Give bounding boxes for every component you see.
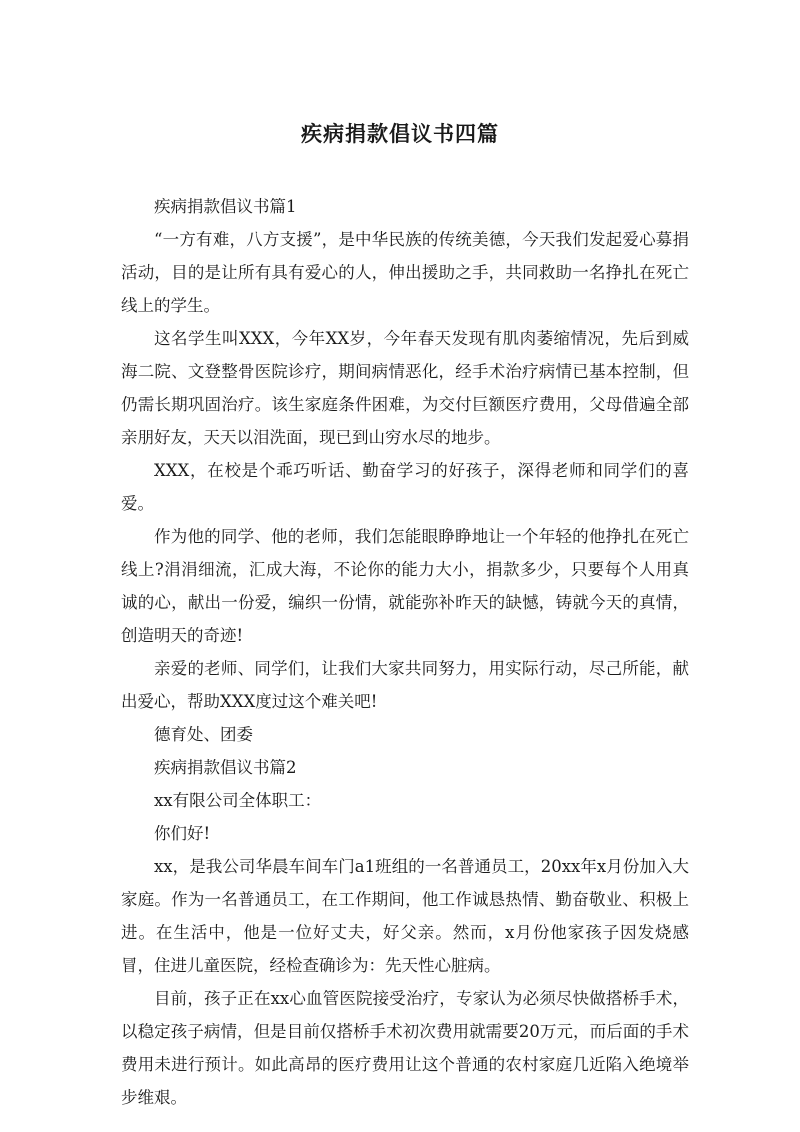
paragraph: 作为他的同学、他的老师，我们怎能眼睁睁地让一个年轻的他挣扎在死亡线上?涓涓细流，汇成大海，不论你的能力大小，捐款多少，只要每个人用真诚的心，献出一份爱，编织一份情，就能弥补昨天的缺憾，铸就今天的真情，创造明天的奇迹! bbox=[121, 527, 689, 645]
document-body bbox=[121, 190, 689, 1114]
paragraph: 亲爱的老师、同学们，让我们大家共同努力，用实际行动，尽己所能，献出爱心，帮助XXX度过这个难关吧! bbox=[121, 659, 689, 711]
salutation: xx有限公司全体职工： bbox=[154, 791, 322, 810]
paragraph: xx，是我公司华晨车间车门a1班组的一名普通员工，20xx年x月份加入大家庭。作为一名普通员工，在工作期间，他工作诚恳热情、勤奋敬业、积极上进。在生活中，他是一位好丈夫，好父亲。然而，x月份他家孩子因发烧感冒，住进儿童医院，经检查确诊为：先天性心脏病。 bbox=[121, 857, 689, 975]
paragraph: “一方有难，八方支援”，是中华民族的传统美德，今天我们发起爱心募捐活动，目的是让所有具有爱心的人，伸出援助之手，共同救助一名挣扎在死亡线上的学生。 bbox=[121, 230, 689, 315]
greeting: 你们好! bbox=[154, 824, 211, 843]
paragraph: 目前，孩子正在xx心血管医院接受治疗，专家认为必须尽快做搭桥手术，以稳定孩子病情，但是目前仅搭桥手术初次费用就需要20万元，而后面的手术费用未进行预计。如此高昂的医疗费用让这个普通的农村家庭几近陷入绝境举步维艰。 bbox=[121, 989, 689, 1107]
paragraph: 这名学生叫XXX，今年XX岁，今年春天发现有肌肉萎缩情况，先后到威海二院、文登整骨医院诊疗，期间病情恶化，经手术治疗病情已基本控制，但仍需长期巩固治疗。该生家庭条件困难，为交付巨额医疗费用，父母借遍全部亲朋好友，天天以泪洗面，现已到山穷水尽的地步。 bbox=[121, 329, 689, 447]
document-title: 疾病捐款倡议书四篇 bbox=[301, 121, 499, 146]
paragraph-heading-1: 疾病捐款倡议书篇1 bbox=[154, 197, 297, 216]
paragraph: XXX，在校是个乖巧听话、勤奋学习的好孩子，深得老师和同学们的喜爱。 bbox=[121, 461, 689, 513]
paragraph-heading-2: 疾病捐款倡议书篇2 bbox=[154, 758, 297, 777]
signature: 德育处、团委 bbox=[154, 725, 253, 744]
